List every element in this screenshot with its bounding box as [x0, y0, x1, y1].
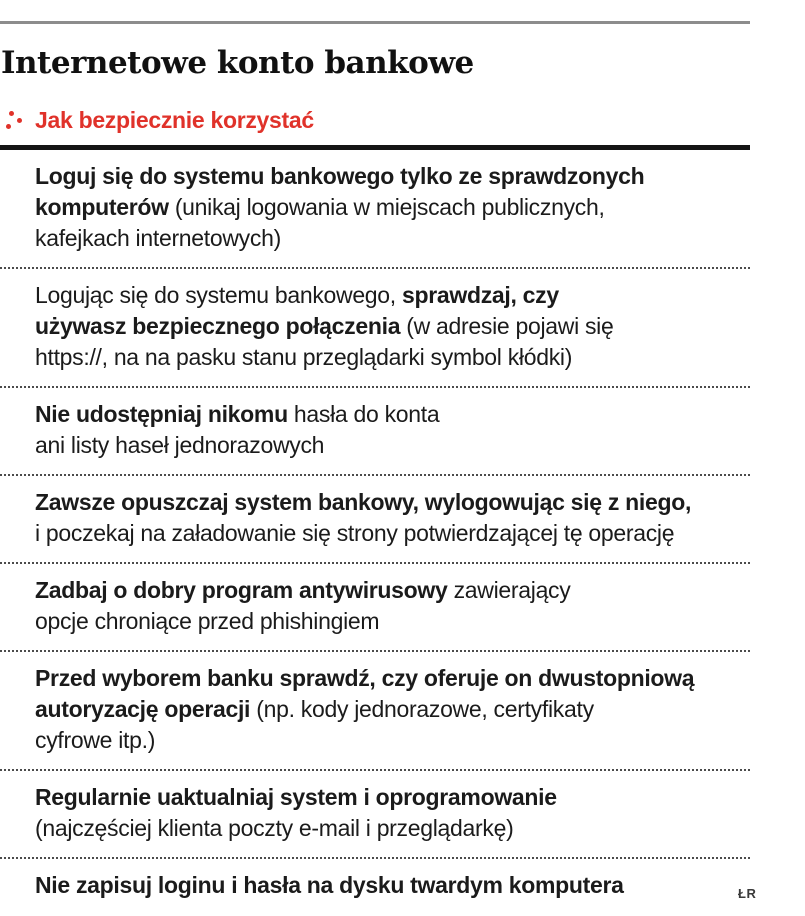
tip-line: [35, 870, 750, 901]
tip-text-segment: (najczęściej klienta poczty e-mail i przeglądarkę): [35, 815, 514, 841]
page-title: Internetowe konto bankowe: [1, 45, 474, 81]
tip-text-segment: hasła do konta: [287, 401, 440, 427]
tip-text-segment: kafejkach internetowych): [35, 225, 281, 251]
tip-text-segment: Logując się do systemu bankowego,: [35, 282, 402, 308]
tip-text-segment: Loguj się do systemu bankowego tylko ze sprawdzonych: [35, 163, 645, 189]
tip-line: [35, 223, 750, 254]
tip-line: [35, 342, 750, 373]
tip-text-segment: autoryzację operacji: [35, 696, 251, 722]
tip-text-segment: Zadbaj o dobry program antywirusowy: [35, 577, 448, 603]
tip-item: [0, 564, 750, 652]
tip-line: [35, 663, 750, 694]
tip-line: [35, 430, 750, 461]
tip-item: [0, 652, 750, 771]
subheading-row: [0, 106, 805, 134]
tip-text-segment: zawierający: [447, 577, 571, 603]
tri-dots-icon: [5, 111, 23, 129]
tip-item: [0, 476, 750, 564]
top-divider: [0, 21, 750, 24]
tip-text-segment: opcje chroniące przed phishingiem: [35, 608, 380, 634]
subheading: Jak bezpiecznie korzystać: [35, 107, 314, 133]
tip-line: [35, 813, 750, 844]
tip-text-segment: Przed wyborem banku sprawdź, czy oferuje on dwustopniową: [35, 665, 695, 691]
tip-text-segment: (unikaj logowania w miejscach publicznych,: [168, 194, 605, 220]
tip-line: [35, 575, 750, 606]
tip-text-segment: Nie zapisuj loginu i hasła na dysku twardym komputera: [35, 872, 624, 898]
credit-initials: ŁR: [738, 886, 757, 901]
tip-line: [35, 192, 750, 223]
tip-line: [35, 606, 750, 637]
tip-line: [35, 518, 750, 549]
tip-text-segment: ani listy haseł jednorazowych: [35, 432, 325, 458]
tip-text-segment: Regularnie uaktualniaj system i oprogramowanie: [35, 784, 557, 810]
tip-line: [35, 311, 750, 342]
tip-item: [0, 771, 750, 859]
tip-item: [0, 150, 750, 269]
tip-text-segment: (w adresie pojawi się: [400, 313, 614, 339]
tip-text-segment: komputerów: [35, 194, 169, 220]
tip-line: [35, 725, 750, 756]
tip-text-segment: i poczekaj na załadowanie się strony potwierdzającej tę operację: [35, 520, 675, 546]
tip-text-segment: (np. kody jednorazowe, certyfikaty: [250, 696, 594, 722]
tip-text-segment: https://, na na pasku stanu przeglądarki symbol kłódki): [35, 344, 573, 370]
tip-line: [35, 399, 750, 430]
tip-text-segment: Zawsze opuszczaj system bankowy, wylogowując się z niego,: [35, 489, 692, 515]
tip-line: [35, 487, 750, 518]
tip-item: [0, 859, 750, 914]
tip-item: [0, 269, 750, 388]
tip-item: [0, 388, 750, 476]
tip-text-segment: cyfrowe itp.): [35, 727, 156, 753]
tip-text-segment: Nie udostępniaj nikomu: [35, 401, 288, 427]
tips-list: [0, 150, 750, 914]
tip-line: [35, 280, 750, 311]
tip-line: [35, 782, 750, 813]
tip-line: [35, 161, 750, 192]
tip-text-segment: sprawdzaj, czy: [401, 282, 559, 308]
tip-line: [35, 694, 750, 725]
tip-text-segment: używasz bezpiecznego połączenia: [35, 313, 401, 339]
